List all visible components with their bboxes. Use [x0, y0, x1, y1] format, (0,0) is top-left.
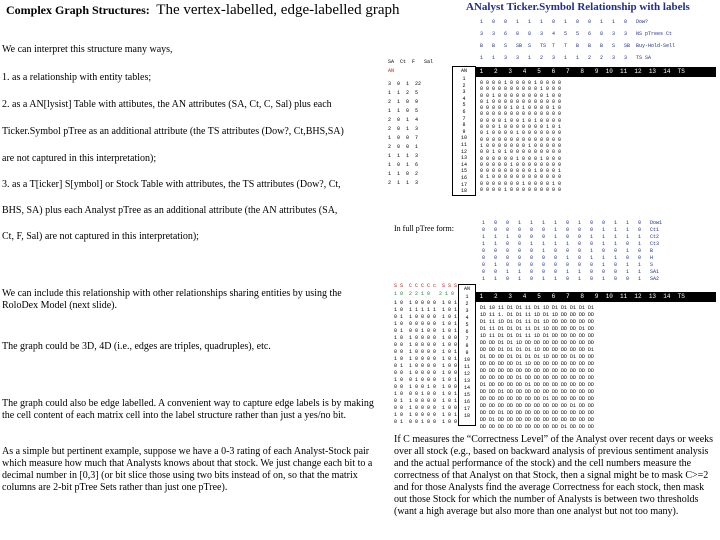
- matrix-sa-row: 1 1 3 3 1 2 3 1 1 2 2 3 3 TS SA: [480, 55, 652, 61]
- an-row: 3 0 1 22: [388, 81, 422, 87]
- full-left-row: 0 1 1 0 0 0 0 1 0 1: [394, 314, 458, 320]
- an-id-box: [452, 66, 476, 196]
- full-left-row: 0 1 1 0 0 0 0 1 0 0: [394, 363, 458, 369]
- full-left-row: 0 0 1 0 0 0 0 1 0 1: [394, 349, 458, 355]
- an-row: 2 0 1 3: [388, 126, 419, 132]
- full-an-id: 2: [465, 301, 469, 307]
- full-left-row: 1 0 0 0 0 0 0 1 0 1: [394, 321, 458, 327]
- bit-row: 1 0 0 0 0 0 0 0 1 0 0 0 0 0: [480, 142, 562, 149]
- bit-row: 0 0 0 0 0 0 0 0 0 1 0 0 0 1: [480, 168, 562, 175]
- full-left-header-bits: 1 0 2 2 1 0 2 1 0: [394, 291, 455, 297]
- bit-row: 0 0 0 0 0 1 0 1 0 0 0 0 1 0: [480, 105, 562, 112]
- bit-row: 0 0 0 0 0 0 0 1 0 0 0 0 1 0: [480, 180, 562, 187]
- full-cell-row: DD DD D1 DD DD DD DD DD DD DD DD DD DD: [480, 389, 595, 395]
- full-cell-matrix: [480, 305, 594, 431]
- bit-matrix: [480, 80, 561, 193]
- full-cell-row: DD DD DD DD DD DD DD DD DD DD DD DD DD: [480, 368, 595, 374]
- full-top-row: 1 1 1 0 0 0 1 0 0 1 1 1 1 1 Ct2: [482, 234, 660, 240]
- an-row: 2 1 0 9: [388, 99, 419, 105]
- full-an-id: 7: [465, 336, 469, 342]
- paragraph-analyst-ptree: BHS, SA) plus each Analyst pTree as an additional attribute (the AN attributes (SA,: [2, 205, 338, 216]
- full-left-row: 1 0 0 1 0 0 0 1 0 1: [394, 377, 458, 383]
- full-cell-row: DD DD DD DD D1 1D DD DD DD DD DD DD DD: [480, 361, 595, 367]
- an-id-header: AN: [460, 68, 467, 74]
- title-prefix: Complex Graph Structures:: [6, 3, 150, 17]
- full-cell-row: DD DD D1 D1 D1 D1 1D DD DD DD DD DD D1: [480, 347, 595, 353]
- full-left-row: 1 0 1 0 0 0 0 1 0 1: [394, 300, 458, 306]
- full-top-row: 1 0 0 1 1 1 1 0 1 0 0 1 1 0 Dow1: [482, 220, 663, 226]
- full-cell-row: DD D1 DD DD DD DD DD DD DD DD DD DD DD: [480, 417, 595, 423]
- an-id: 3: [462, 89, 466, 96]
- bit-row: 0 0 0 1 0 0 0 0 0 0 0 1 0 1: [480, 124, 562, 131]
- paragraph-an-table: 2. as a AN[lysist] Table with attibutes, the AN attributes (SA, Ct, C, Sal) plus each: [2, 99, 332, 110]
- full-left-row: 0 0 1 0 0 0 0 1 0 0: [394, 405, 458, 411]
- full-an-id: 18: [463, 413, 470, 419]
- paragraph-entity: 1. as a relationship with entity tables;: [2, 72, 152, 83]
- an-table-header: SA Ct F Sal: [388, 59, 434, 65]
- an-table-label: AN: [388, 68, 395, 74]
- full-top-row: 0 0 1 1 0 0 0 1 1 0 0 0 1 1 SA1: [482, 269, 660, 275]
- bit-row: 0 0 0 0 0 1 0 0 0 0 0 0 0 0: [480, 161, 562, 168]
- paragraph-rating-example: As a simple but pertinent example, suppose we have a 0-3 rating of each Analyst-Stock pair which measure how much that Analysts knows about that stock. We just change each bit to a decimal number in [0,3] (or bit slice those using two bits instead of on, so that the matrix columns are 2-bit pTree Sets rather than just one pTree).: [2, 446, 373, 493]
- bit-row: 0 1 0 0 0 0 0 0 0 0 0 0 0 0: [480, 98, 562, 105]
- matrix-ct-row: 3 3 6 8 8 3 4 5 5 6 8 3 3 NS pTrees Ct: [480, 31, 673, 37]
- full-cell-row: D1 11 1D D1 D1 11 D1 1D DD DD DD DD DD: [480, 319, 595, 325]
- full-an-id: 13: [463, 378, 470, 384]
- full-cell-row: DD DD DD DD DD DD DD D1 DD DD DD DD DD: [480, 396, 595, 402]
- page-title: [6, 2, 400, 19]
- bit-row: 0 0 1 0 1 0 0 0 0 0 0 0 0 0: [480, 149, 562, 156]
- stock-header-bar: 1 2 3 4 5 6 7 8 9 10 11 12 13 14 TS: [476, 67, 716, 77]
- bit-row: 0 0 1 0 0 0 0 0 0 0 0 1 0 0: [480, 92, 562, 99]
- full-left-row: 0 1 0 0 1 0 0 1 0 1: [394, 328, 458, 334]
- bit-row: 0 0 0 0 0 0 1 0 0 0 1 0 0 0: [480, 155, 562, 162]
- full-left-row: 1 0 1 0 0 0 0 1 0 1: [394, 356, 458, 362]
- full-an-id: 6: [465, 329, 469, 335]
- full-left-row: 1 0 1 1 1 1 1 1 0 1: [394, 307, 458, 313]
- an-id: 11: [460, 141, 467, 148]
- paragraph-stock-table: 3. as a T[icker] S[ymbol] or Stock Table with attributes, the TS attributes (Dow?, Ct,: [2, 179, 341, 190]
- an-row: 2 0 0 1: [388, 144, 419, 150]
- right-title: ANalyst Ticker.Symbol Relationship with labels: [466, 1, 690, 13]
- full-cell-row: D1 DD DD DD DD D1 DD DD DD DD DD DD DD: [480, 382, 595, 388]
- full-cell-row: D1 10 11 D1 D1 11 D1 1D D1 D1 D1 D1 D1: [480, 305, 595, 311]
- paragraph-not-captured: are not captured in this interpretation);: [2, 153, 157, 164]
- full-an-id-box: [458, 284, 476, 426]
- full-header-bar: 1 2 3 4 5 6 7 8 9 10 11 12 13 14 TS: [476, 292, 716, 302]
- an-id: 2: [462, 82, 466, 89]
- full-an-id: 11: [463, 364, 470, 370]
- an-row: 1 1 2 5: [388, 90, 419, 96]
- full-cell-row: DD DD DD DD DD DD DD DD DD DD D1 DD DD: [480, 403, 595, 409]
- full-left-row: 1 0 1 0 0 0 0 1 0 0: [394, 335, 458, 341]
- bit-row: 0 0 0 0 0 0 0 0 0 0 0 0 0 0: [480, 136, 562, 143]
- matrix-dow-row: 1 0 0 1 1 1 0 1 0 0 1 1 0 Dow?: [480, 19, 649, 25]
- full-an-id: 8: [465, 343, 469, 349]
- an-row: 1 1 1 3: [388, 153, 419, 159]
- an-id: 4: [462, 95, 466, 102]
- full-left-row: 0 0 1 0 0 0 0 1 0 0: [394, 370, 458, 376]
- matrix-bhs-row: B B S SB S TS T T B B B S SB Buy-Hold-Sell: [480, 43, 676, 49]
- full-top-row: 0 0 0 0 0 0 1 0 0 0 1 1 1 0 Ct1: [482, 227, 660, 233]
- an-id: 10: [460, 135, 467, 142]
- full-left-rows: [394, 300, 457, 426]
- paragraph-ticker: Ticker.Symbol pTree as an additional attribute (the TS attributes (Dow?, Ct,BHS,SA): [2, 126, 344, 137]
- full-left-row: 0 0 1 0 0 0 0 1 0 0: [394, 342, 458, 348]
- full-cell-row: DD DD D1 D1 1D DD DD DD DD DD DD DD DD: [480, 340, 595, 346]
- full-cell-row: 1D 11 D1 D1 D1 11 1D D1 DD DD DD DD DD: [480, 333, 595, 339]
- an-id: 5: [462, 102, 466, 109]
- bit-row: 0 1 0 0 0 0 1 0 0 0 0 0 0 0: [480, 130, 562, 137]
- full-an-id: 4: [465, 315, 469, 321]
- full-an-id: 14: [463, 385, 470, 391]
- bit-row: 0 0 0 0 1 0 0 0 0 1 0 0 0 0: [480, 80, 562, 86]
- full-ptree-label: In full pTree form:: [394, 224, 454, 233]
- an-id: 1: [462, 76, 466, 82]
- paragraph-edge-labelled: The graph could also be edge labelled. A convenient way to capture edge labels is by making the cell content of each matrix cell into the label structure rather than just a yes/no bit.: [2, 398, 374, 421]
- full-top-row: 1 1 0 1 0 1 1 0 1 0 1 0 0 1 SA2: [482, 276, 660, 282]
- full-left-row: 1 0 1 0 0 0 0 1 0 1: [394, 412, 458, 418]
- full-an-id: 5: [465, 322, 469, 328]
- an-id: 9: [462, 128, 466, 135]
- bit-row: 0 1 0 0 0 0 0 0 0 0 0 0 0 0: [480, 174, 562, 181]
- full-top-row: 0 1 0 0 0 0 0 0 0 0 1 0 1 1 S: [482, 262, 654, 268]
- paragraph-intro: We can interpret this structure many ways,: [2, 44, 173, 55]
- full-an-id: 10: [463, 357, 470, 363]
- full-left-header: S S C C C C c S S S: [394, 283, 458, 289]
- an-id: 8: [462, 122, 466, 129]
- an-row: 2 1 1 3: [388, 180, 419, 186]
- an-id: 16: [460, 174, 467, 181]
- full-an-id: 17: [463, 406, 470, 412]
- full-cell-row: 1D 11 1. D1 D1 11 1D D1 1D DD DD DD DD: [480, 312, 595, 318]
- paragraph-an-not-captured: Ct, F, Sal) are not captured in this interpretation);: [2, 231, 199, 242]
- full-cell-row: D1 DD DD D1 D1 D1 D1 1D DD DD D1 DD DD: [480, 354, 595, 360]
- an-row: 1 1 0 5: [388, 108, 419, 114]
- full-left-row: 0 1 0 0 1 0 0 1 0 0: [394, 419, 458, 425]
- full-left-row: 0 1 1 0 0 0 0 1 0 1: [394, 398, 458, 404]
- full-an-id: 9: [465, 350, 469, 356]
- full-top-row: 0 0 0 0 0 0 0 1 0 1 1 1 0 0 H: [482, 255, 654, 261]
- an-id: 6: [462, 108, 466, 115]
- an-row: 1 0 0 7: [388, 135, 419, 141]
- full-an-id: 3: [465, 308, 469, 314]
- paragraph-correctness: If C measures the “Correctness Level” of the Analyst over recent days or weeks over all stock (e.g., based on backward analysis of previous sentiment analysis and the actual performance of the stock) and the cell numbers measure the correctness of that Analyst on that Stock, then a signal might be to mask C>=2 and for those Analysts find the average Correctness for each stock, then mask out those Stock for which the number of Analysts is between two thresholds (want a high average but also more than one analyst but not too many).: [394, 434, 714, 517]
- an-id: 18: [460, 188, 467, 195]
- bit-row: 0 0 0 0 0 0 0 0 0 0 0 0 0 0: [480, 111, 562, 118]
- full-top-rows: [482, 220, 662, 283]
- full-cell-row: DD DD DD DD D1 DD DD DD DD DD DD DD DD: [480, 375, 595, 381]
- bit-row: 0 0 0 0 1 0 0 0 0 0 0 0 0 0: [480, 187, 562, 194]
- an-id: 14: [460, 161, 467, 168]
- an-attribute-rows: [388, 80, 448, 188]
- full-left-row: 1 0 0 0 1 0 0 1 0 1: [394, 391, 458, 397]
- an-row: 2 0 1 4: [388, 117, 419, 123]
- paragraph-3d-4d: The graph could be 3D, 4D (i.e., edges are triples, quadruples), etc.: [2, 341, 271, 352]
- full-an-id: 12: [463, 371, 470, 377]
- full-top-row: 1 1 0 0 1 1 1 1 0 0 1 1 0 1 Ct3: [482, 241, 660, 247]
- paragraph-rolodex: We can include this relationship with other relationships sharing entities by using the RoloDex Model (next slide).: [2, 288, 342, 311]
- an-id: 13: [460, 155, 467, 162]
- an-id: 7: [462, 115, 466, 122]
- full-an-id: 16: [463, 399, 470, 405]
- an-id: 12: [460, 148, 467, 155]
- full-cell-row: DD DD D1 DD DD DD DD DD DD DD DD DD DD: [480, 410, 595, 416]
- an-row: 1 0 1 6: [388, 162, 419, 168]
- an-id: 15: [460, 168, 467, 175]
- full-an-id: 15: [463, 392, 470, 398]
- bit-row: 0 0 0 0 1 0 0 1 0 1 0 0 0 0: [480, 117, 562, 124]
- full-top-row: 0 0 0 0 0 1 0 0 0 1 0 0 1 0 B: [482, 248, 654, 254]
- full-cell-row: D1 11 D1 D1 D1 11 D1 1D DD DD DD D1 DD: [480, 326, 595, 332]
- full-an-label: AN: [463, 286, 470, 292]
- title-main: The vertex-labelled, edge-labelled graph: [156, 2, 400, 18]
- bit-row: 0 0 0 0 0 0 0 0 0 0 1 0 0 0: [480, 86, 562, 93]
- an-row: 1 1 0 2: [388, 171, 419, 177]
- full-cell-row: DD DD DD DD DD DD DD DD DD D1 DD DD DD: [480, 424, 595, 430]
- full-an-id: 1: [465, 294, 469, 300]
- full-left-row: 0 0 1 0 0 1 0 1 0 0: [394, 384, 458, 390]
- an-id: 17: [460, 181, 467, 188]
